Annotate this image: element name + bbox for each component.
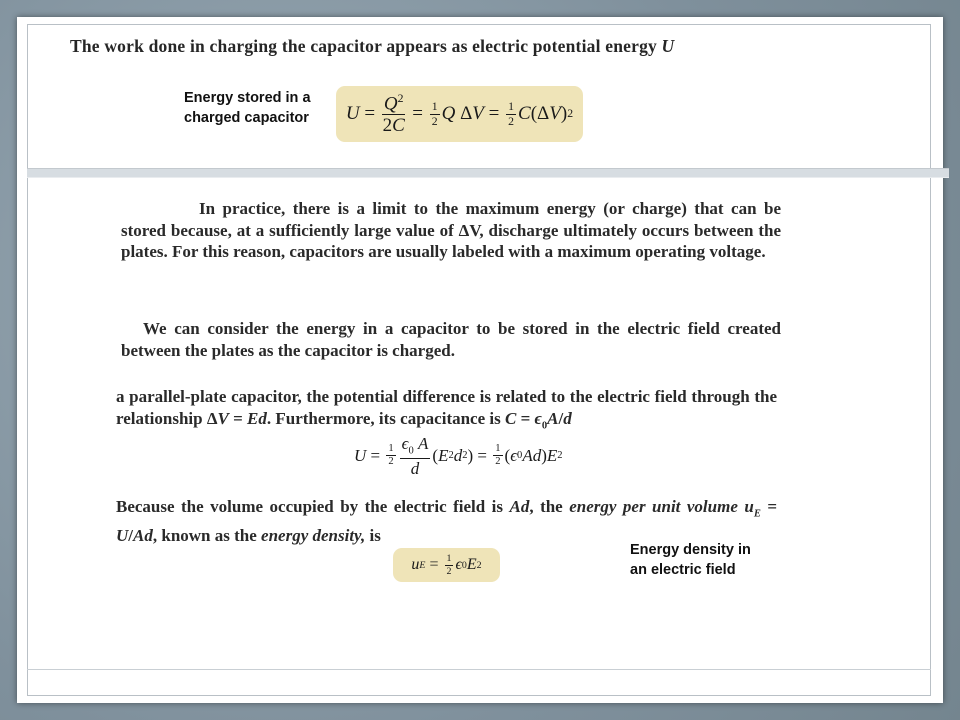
energy-stored-label: Energy stored in a charged capacitor (184, 90, 311, 126)
intro-sentence (70, 36, 674, 57)
paragraph-field-energy: We can consider the energy in a capacitor to be stored in the electric field created between the plates as the capacitor is charged. (121, 319, 781, 360)
paragraph-parallel-plate: a parallel-plate capacitor, the potential difference is related to the electric field through the relationship ΔV = Ed. Furthermore, its capacitance is $C = \epsilon_0A/d$ (116, 387, 777, 431)
energy-density-equation: u E = $\frac{1}{2}$ ϵ 0 E 2 (393, 548, 500, 582)
footer-divider (27, 669, 931, 670)
paragraph-energy-density: Because the volume occupied by the electric field is Ad, the energy per unit volume $u_E = U/Ad$, known as the energy density, is (116, 497, 778, 545)
energy-density-label: Energy density in an electric field (630, 542, 751, 578)
paragraph-practice: In practice, there is a limit to the maximum energy (or charge) that can be stored because, at a sufficiently large value of ΔV, discharge ultimately occurs between the plates. For this reason, capacitors are usually labeled with a maximum operating voltage. (121, 199, 781, 261)
paragraph-practice-clip (121, 198, 783, 279)
energy-field-equation: U = $\frac{1}{2}$ $\frac{\epsilon_0 A}{d}$ ( E 2 d 2 ) = $\frac{1}{2}$ ( ϵ 0 Ad ) E 2 (354, 434, 563, 478)
intro-text: The work done in charging the capacitor appears as electric potential energy (70, 36, 657, 56)
intro-symbol: U (661, 36, 675, 56)
energy-stored-equation: U = $\frac{Q^2}{2C}$ = $\frac{1}{2}$ Q Δ V = $\frac{1}{2}$ C (Δ V ) 2 (336, 86, 583, 142)
section-divider (27, 168, 949, 178)
slide (17, 17, 943, 703)
